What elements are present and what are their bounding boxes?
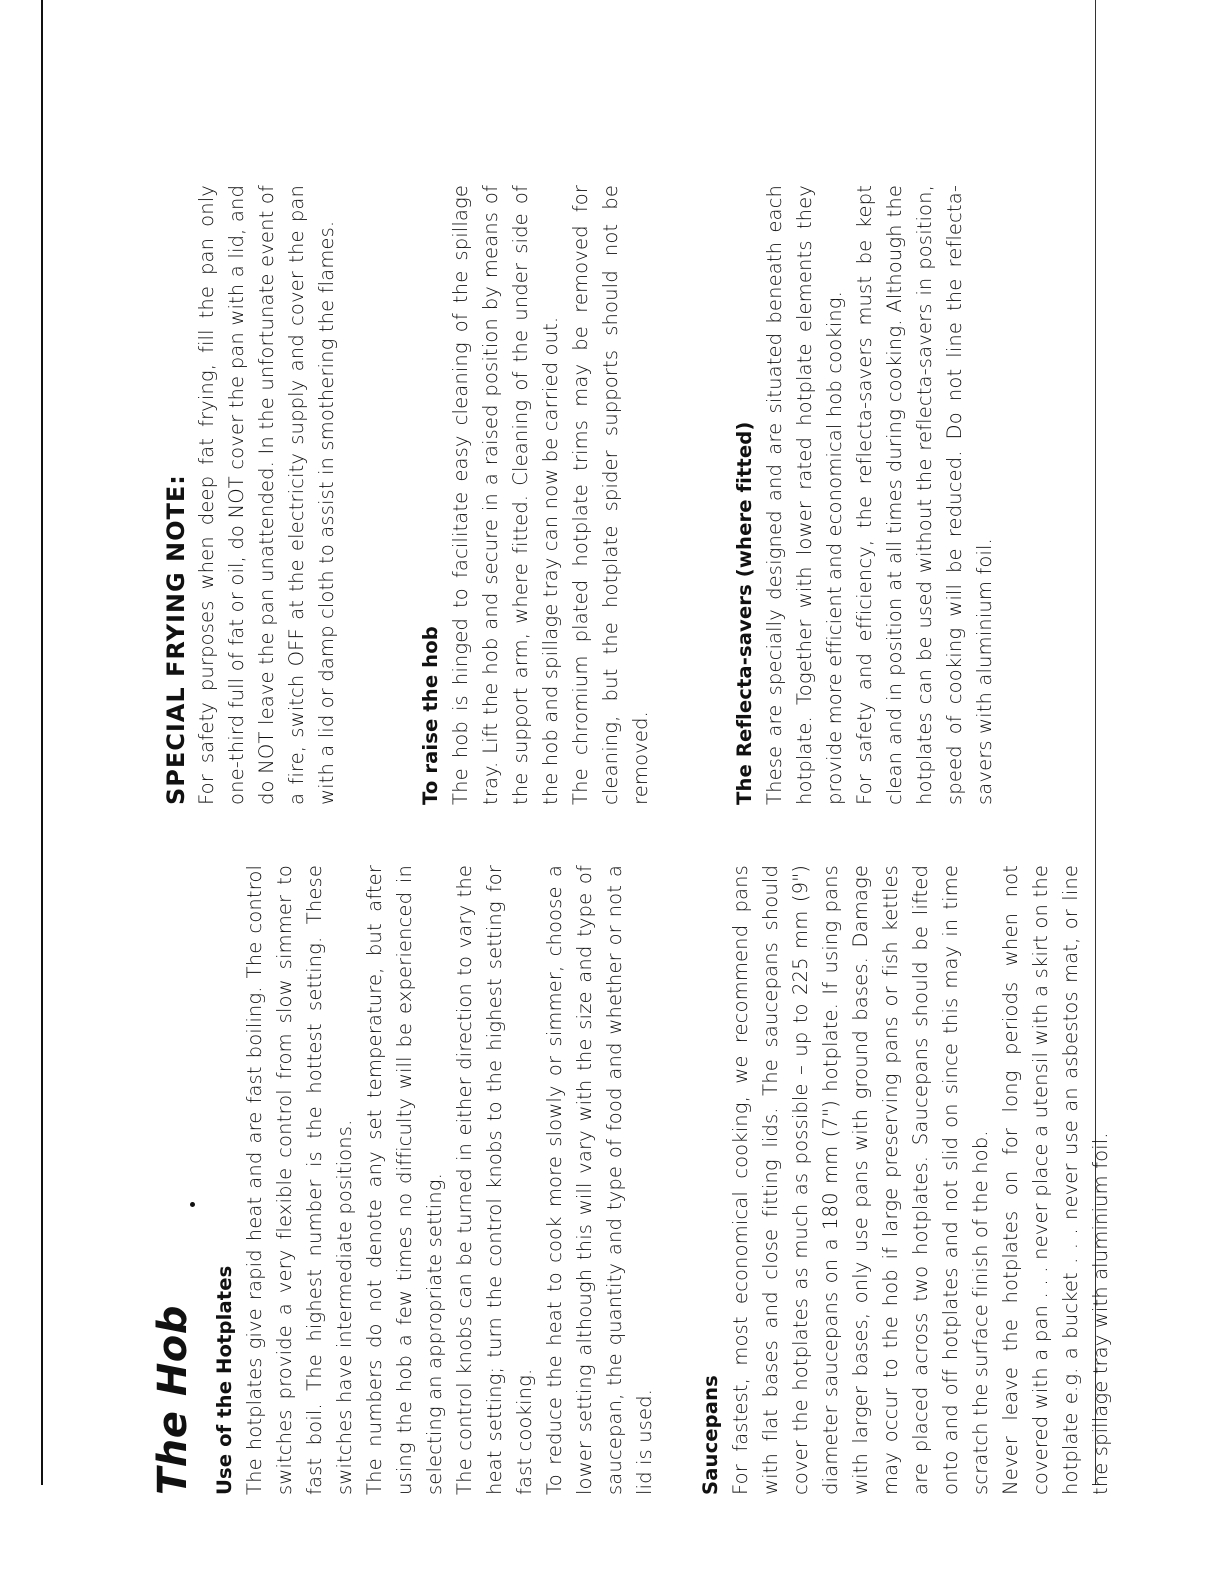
paragraph: These are specially designed and are situated beneath each hotplate. Together with lower rated hotplate elements they provide more efficient and economical hob cooking. xyxy=(763,185,846,805)
paragraph: For safety and efficiency, the reflecta-savers must be kept clean and in position at all times during cooking. Although the hotplates can be used without the reflecta-savers in position, speed of cooking will be reduced. Do not line the reflecta-savers with aluminium foil. xyxy=(853,185,996,805)
section-heading-raise-hob: To raise the hob xyxy=(419,626,442,805)
left-column xyxy=(150,865,1116,1495)
paragraph: For safety purposes when deep fat frying, fill the pan only one-third full of fat or oil, do NOT cover the pan with a lid, and do NOT leave the pan unattended. In the unfortunate event of a fire, switch OFF at the electricity supply and cover the pan with a lid or damp cloth to assist in smothering the flames. xyxy=(195,185,338,805)
paragraph: The chromium plated hotplate trims may be removed for cleaning, but the hotplate spider supports should not be removed. xyxy=(569,185,652,805)
page-title: The Hob xyxy=(150,1305,196,1495)
paragraph: Never leave the hotplates on for long periods when not covered with a pan . . . never place a utensil with a skirt on the hotplate e.g. a bucket . . . never use an asbestos mat, or line the spillage tray with aluminium foil. xyxy=(999,865,1112,1495)
paragraph: The control knobs can be turned in either direction to vary the heat setting; turn the control knobs to the highest setting for fast cooking. xyxy=(453,865,536,1495)
paragraph: The hotplates give rapid heat and are fast boiling. The control switches provide a very flexible control from slow simmer to fast boil. The highest number is the hottest setting. These switches have intermediate positions. xyxy=(243,865,356,1495)
paragraph: For fastest, most economical cooking, we recommend pans with flat bases and close fitting lids. The saucepans should cover the hotplates as much as possible – up to 225 mm (9") diameter saucepans on a 180 mm (7") hotplate. If using pans with larger bases, only use pans with ground bases. Damage may occur to the hob if large preserving pans or fish kettles are placed across two hotplates. Saucepans should be lifted onto and off hotplates and not slid on since this may in time scratch the surface finish of the hob. xyxy=(729,865,992,1495)
section-heading-hotplates: Use of the Hotplates xyxy=(213,1265,236,1495)
section-heading-frying-note: SPECIAL FRYING NOTE: xyxy=(162,474,190,805)
paragraph: The hob is hinged to facilitate easy cleaning of the spillage tray. Lift the hob and secure in a raised position by means of the support arm, where fitted. Cleaning of the under side of the hob and spillage tray can now be carried out. xyxy=(449,185,562,805)
paragraph: The numbers do not denote any set temperature, but after using the hob a few times no difficulty will be experienced in selecting an appropriate setting. xyxy=(363,865,446,1495)
section-heading-reflecta-savers: The Reflecta-savers (where fitted) xyxy=(733,421,756,805)
right-column xyxy=(160,185,1000,805)
section-heading-saucepans: Saucepans xyxy=(699,1375,722,1495)
paragraph: To reduce the heat to cook more slowly or simmer, choose a lower setting although this will vary with the size and type of saucepan, the quantity and type of food and whether or not a lid is used. xyxy=(543,865,656,1495)
top-rule xyxy=(41,0,43,1485)
